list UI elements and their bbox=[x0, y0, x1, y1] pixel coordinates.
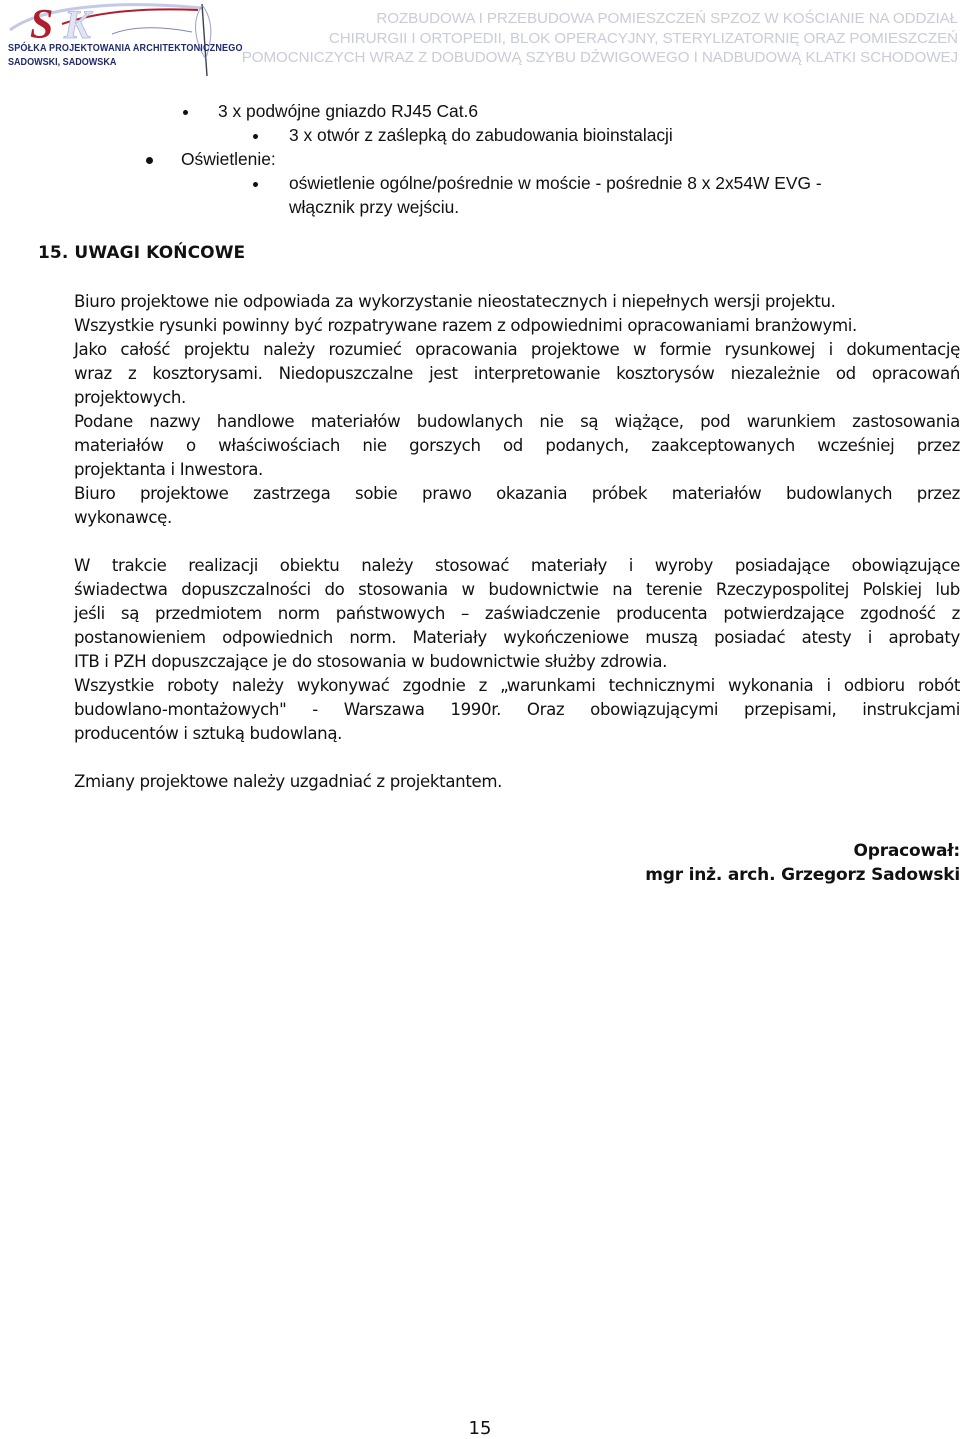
project-title-line: CHIRURGII I ORTOPEDII, BLOK OPERACYJNY, STERYLIZATORNIĘ ORAZ POMIESZCZEŃ bbox=[328, 29, 958, 47]
paragraph-line: Jako całość projektu należy rozumieć opracowania projektowe w formie rysunkowej i dokumentację bbox=[74, 340, 960, 359]
svg-text:S: S bbox=[30, 2, 54, 48]
paragraph-line: wykonawcę. bbox=[74, 508, 172, 527]
svg-text:K: K bbox=[64, 2, 91, 47]
paragraph-line: Wszystkie roboty należy wykonywać zgodnie z „warunkami technicznymi wykonania i odbioru robót bbox=[74, 676, 960, 695]
signature-label: Opracował: bbox=[853, 841, 960, 861]
paragraph-line: świadectwa dopuszczalności do stosowania w budownictwie na terenie Rzeczypospolitej Polskiej lub bbox=[74, 580, 960, 599]
paragraph-line: projektanta i Inwestora. bbox=[74, 460, 263, 479]
paragraph-line: projektowych. bbox=[74, 388, 186, 407]
signature-name: mgr inż. arch. Grzegorz Sadowski bbox=[645, 865, 960, 885]
section-heading: 15. UWAGI KOŃCOWE bbox=[38, 243, 246, 263]
logo-company-name: SPÓŁKA PROJEKTOWANIA ARCHITEKTONICZNEGO bbox=[8, 42, 243, 54]
bullet-icon bbox=[253, 182, 258, 187]
company-logo bbox=[2, 0, 243, 80]
lighting-heading: Oświetlenie: bbox=[181, 149, 276, 169]
logo-graphic bbox=[2, 0, 232, 80]
list-item-rj45: 3 x podwójne gniazdo RJ45 Cat.6 bbox=[218, 101, 479, 121]
paragraph-line: Biuro projektowe zastrzega sobie prawo okazania próbek materiałów budowlanych przez bbox=[74, 484, 960, 503]
logo-owner-names: SADOWSKI, SADOWSKA bbox=[8, 56, 117, 68]
paragraph-materials bbox=[74, 554, 960, 746]
paragraph-line: Biuro projektowe nie odpowiada za wykorzystanie nieostatecznych i niepełnych wersji projektu. bbox=[74, 292, 836, 311]
paragraph-line: materiałów o właściwościach nie gorszych od podanych, zaakceptowanych wcześniej przez bbox=[74, 436, 960, 455]
lighting-item-line: włącznik przy wejściu. bbox=[289, 197, 460, 217]
paragraph-line: Wszystkie rysunki powinny być rozpatrywane razem z odpowiednimi opracowaniami branżowymi. bbox=[74, 316, 857, 335]
bullet-icon bbox=[183, 110, 188, 115]
bullet-icon bbox=[146, 157, 153, 164]
lighting-item-line: oświetlenie ogólne/pośrednie w moście - pośrednie 8 x 2x54W EVG - bbox=[289, 173, 822, 193]
bullet-icon bbox=[253, 134, 258, 139]
paragraph-line: wraz z kosztorysami. Niedopuszczalne jest interpretowanie kosztorysów niezależnie od opracowań bbox=[74, 364, 960, 383]
paragraph-line: W trakcie realizacji obiektu należy stosować materiały i wyroby posiadające obowiązujące bbox=[74, 556, 960, 575]
paragraph-changes bbox=[74, 770, 960, 794]
paragraph-line: Podane nazwy handlowe materiałów budowlanych nie są wiążące, pod warunkiem zastosowania bbox=[74, 412, 960, 431]
paragraph-line: ITB i PZH dopuszczające je do stosowania w budownictwie służby zdrowia. bbox=[74, 652, 668, 671]
project-title-line: POMOCNICZYCH WRAZ Z DOBUDOWĄ SZYBU DŹWIGOWEGO I NADBUDOWĄ KLATKI SCHODOWEJ bbox=[241, 49, 958, 67]
page-number: 15 bbox=[468, 1418, 492, 1439]
paragraph-line: producentów i sztuką budowlaną. bbox=[74, 724, 343, 743]
list-item-bioinstallation: 3 x otwór z zaślepką do zabudowania bioinstalacji bbox=[289, 125, 673, 145]
paragraph-line: Zmiany projektowe należy uzgadniać z projektantem. bbox=[74, 772, 503, 791]
paragraph-remarks bbox=[74, 290, 960, 530]
paragraph-line: postanowieniem odpowiednich norm. Materiały wykończeniowe muszą posiadać atesty i aprobaty bbox=[74, 628, 960, 647]
paragraph-line: jeśli są przedmiotem norm państwowych – zaświadczenie producenta potwierdzające zgodność z bbox=[74, 604, 960, 623]
project-title-line: ROZBUDOWA I PRZEBUDOWA POMIESZCZEŃ SPZOZ W KOŚCIANIE NA ODDZIAŁ bbox=[376, 10, 958, 27]
project-title bbox=[238, 9, 958, 68]
paragraph-line: budowlano-montażowych" - Warszawa 1990r. Oraz obowiązującymi przepisami, instrukcjami bbox=[74, 700, 960, 719]
